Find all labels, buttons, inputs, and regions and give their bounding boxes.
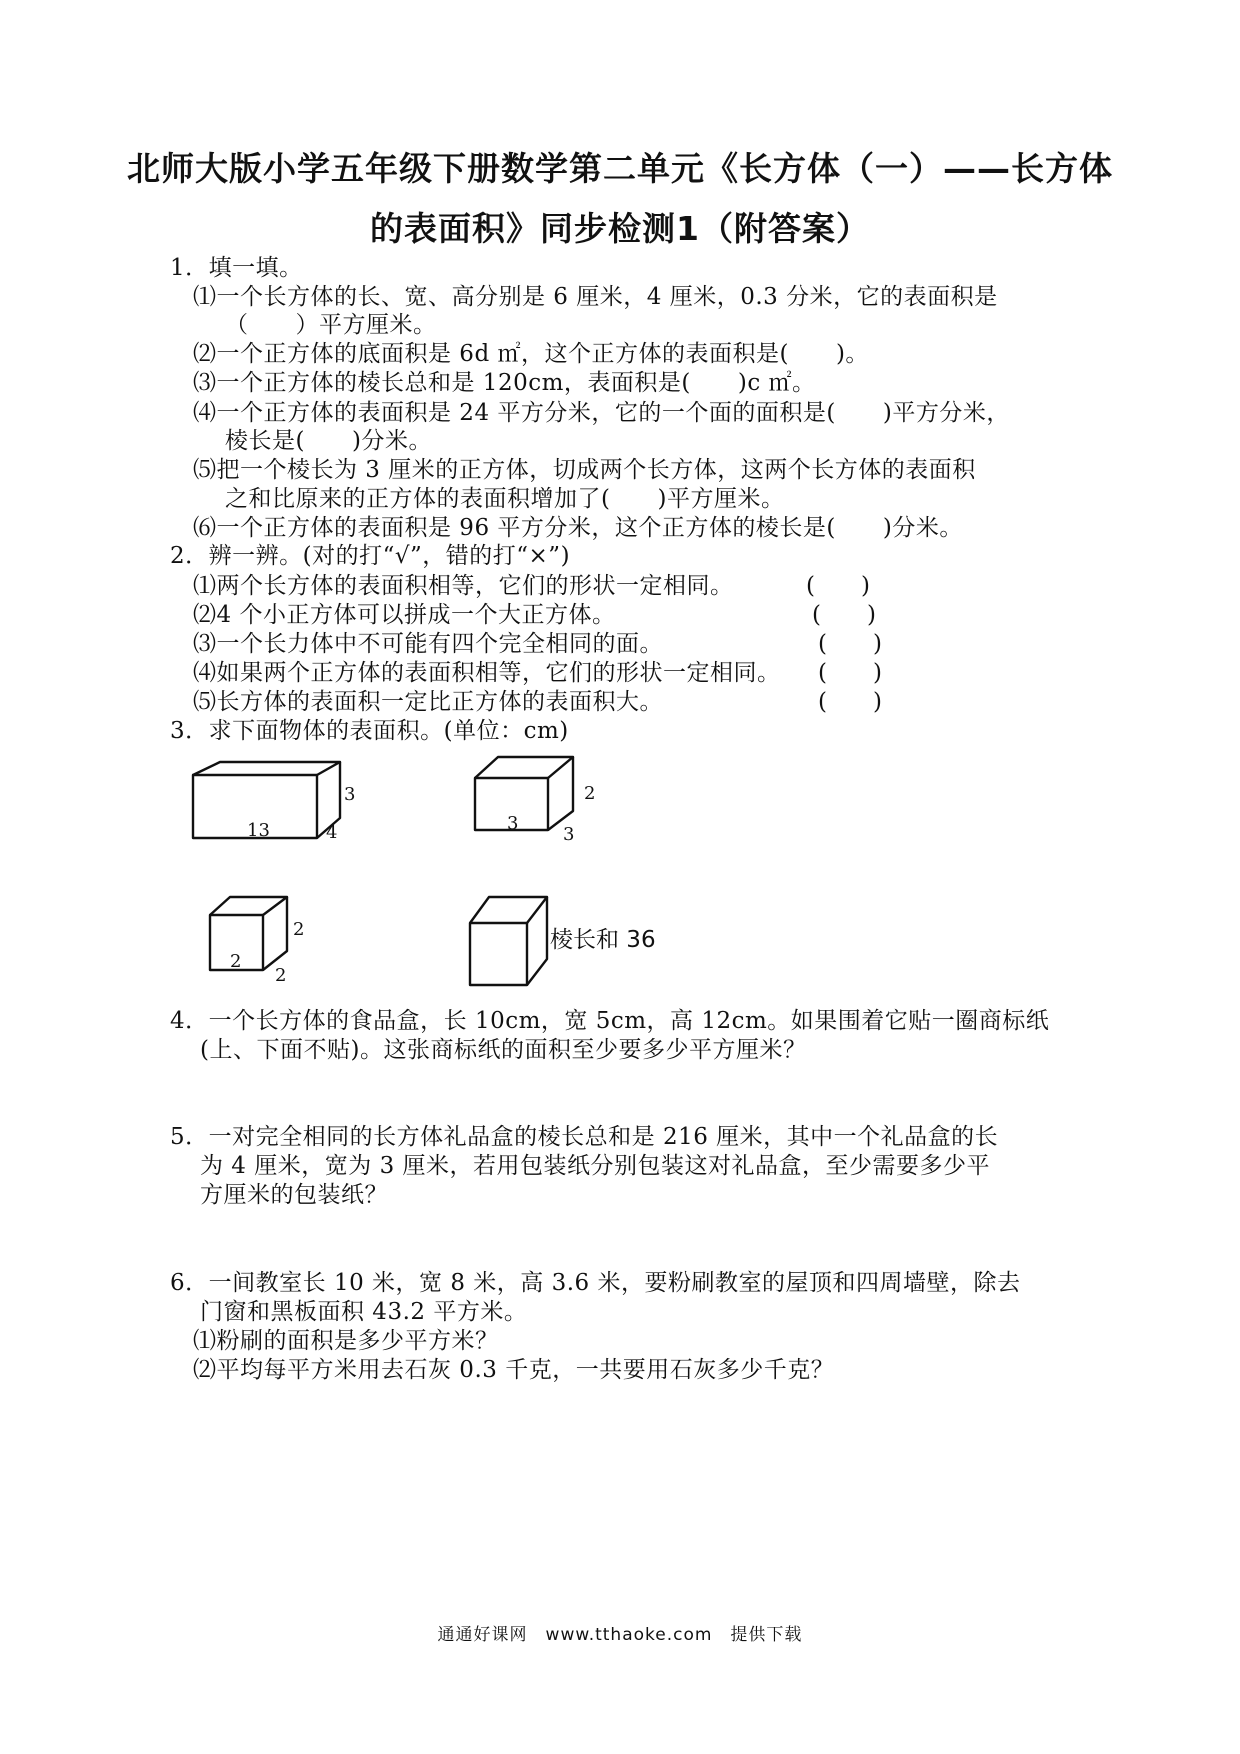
q4-line-2: (上、下面不贴)。这张商标纸的面积至少要多少平方厘米？: [200, 1037, 807, 1063]
figure-1-length-label: 13: [247, 820, 270, 841]
q1-part-5-line-1: ⑸把一个棱长为 3 厘米的正方体，切成两个长方体，这两个长方体的表面积: [193, 457, 976, 483]
q2-item-1-answer-blank: ( ): [806, 573, 870, 599]
figure-3-height-label: 2: [293, 919, 305, 940]
figure-3-top-face: [210, 897, 287, 915]
document-title-line-1: 北师大版小学五年级下册数学第二单元《长方体（一）——长方体: [127, 149, 1113, 188]
q6-part-1: ⑴粉刷的面积是多少平方米？: [193, 1328, 499, 1354]
q2-item-5: ⑸长方体的表面积一定比正方体的表面积大。: [193, 689, 663, 715]
figure-3-width-label: 2: [275, 965, 287, 986]
q1-part-3: ⑶一个正方体的棱长总和是 120cm，表面积是( )c ㎡。: [193, 370, 816, 396]
q1-part-5-line-2: 之和比原来的正方体的表面积增加了( )平方厘米。: [225, 486, 785, 512]
q5-line-2: 为 4 厘米，宽为 3 厘米，若用包装纸分别包装这对礼品盒，至少需要多少平: [200, 1153, 991, 1179]
figure-3-length-label: 2: [230, 951, 242, 972]
q1-part-2: ⑵一个正方体的底面积是 6d ㎡，这个正方体的表面积是( )。: [193, 341, 869, 367]
q5-line-3: 方厘米的包装纸？: [200, 1182, 388, 1208]
figure-3-side-face: [263, 897, 287, 970]
q1-part-4-line-2: 棱长是( )分米。: [225, 428, 432, 454]
figure-1-width-label: 4: [326, 822, 338, 843]
q6-line-1: 6．一间教室长 10 米，宽 8 米，高 3.6 米，要粉刷教室的屋顶和四周墙壁，除去: [170, 1270, 1021, 1296]
footer-source-note: 通通好课网 www.tthaoke.com 提供下载: [437, 1625, 803, 1645]
figure-2-width-label: 3: [563, 824, 575, 845]
q3-heading: 3．求下面物体的表面积。(单位：cm): [170, 718, 569, 744]
figure-1-cuboid: [185, 760, 365, 845]
q6-line-2: 门窗和黑板面积 43.2 平方米。: [200, 1299, 528, 1325]
q2-item-2: ⑵4 个小正方体可以拼成一个大正方体。: [193, 602, 616, 628]
q6-part-2: ⑵平均每平方米用去石灰 0.3 千克，一共要用石灰多少千克？: [193, 1357, 835, 1383]
q2-item-2-answer-blank: ( ): [812, 602, 876, 628]
figure-2-height-label: 2: [584, 783, 596, 804]
q5-line-1: 5．一对完全相同的长方体礼品盒的棱长总和是 216 厘米，其中一个礼品盒的长: [170, 1124, 999, 1150]
q4-line-1: 4．一个长方体的食品盒，长 10cm，宽 5cm，高 12cm。如果围着它贴一圈商标纸: [170, 1008, 1050, 1034]
q2-item-4-answer-blank: ( ): [818, 660, 882, 686]
q2-item-1: ⑴两个长方体的表面积相等，它们的形状一定相同。: [193, 573, 734, 599]
figure-2-length-label: 3: [507, 813, 519, 834]
q2-item-5-answer-blank: ( ): [818, 689, 882, 715]
q1-part-4-line-1: ⑷一个正方体的表面积是 24 平方分米，它的一个面的面积是( )平方分米，: [193, 400, 1010, 426]
figure-4-top-face: [470, 897, 547, 923]
q1-heading: 1．填一填。: [170, 255, 303, 281]
document-title-line-2: 的表面积》同步检测1（附答案）: [370, 209, 870, 248]
figure-2-top-face: [475, 757, 573, 778]
q1-part-6: ⑹一个正方体的表面积是 96 平方分米，这个正方体的棱长是( )分米。: [193, 515, 963, 541]
q2-item-4: ⑷如果两个正方体的表面积相等，它们的形状一定相同。: [193, 660, 781, 686]
q2-item-3: ⑶一个长力体中不可能有四个完全相同的面。: [193, 631, 663, 657]
figure-1-top-face: [193, 762, 340, 775]
q2-item-3-answer-blank: ( ): [818, 631, 882, 657]
figure-4-front-face: [470, 923, 527, 985]
figure-4-cube: [465, 893, 555, 993]
q2-heading: 2．辨一辨。(对的打“√”，错的打“×”): [170, 543, 571, 569]
q1-part-1-line-2: （ ）平方厘米。: [225, 312, 437, 338]
q1-part-1-line-1: ⑴一个长方体的长、宽、高分别是 6 厘米，4 厘米，0.3 分米，它的表面积是: [193, 284, 998, 310]
figure-1-height-label: 3: [344, 784, 356, 805]
figure-4-caption: 棱长和 36: [550, 927, 656, 953]
figure-3-cube: [205, 895, 315, 985]
figure-2-cuboid: [470, 755, 610, 845]
